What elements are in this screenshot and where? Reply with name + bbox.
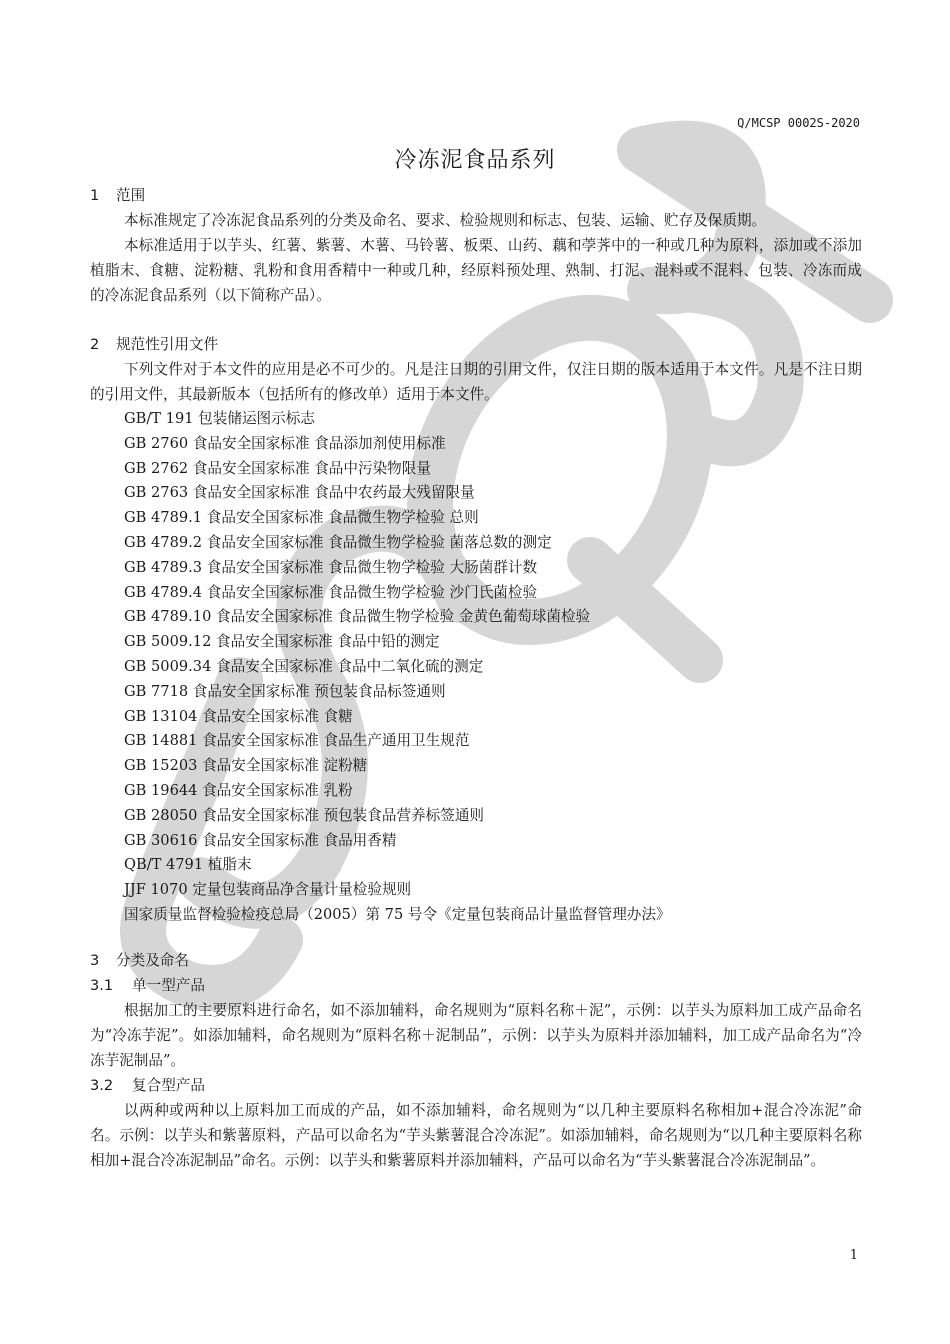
reference-item: GB 5009.12 食品安全国家标准 食品中铅的测定 bbox=[124, 633, 440, 651]
reference-list bbox=[90, 407, 862, 928]
subsection-3-1-heading bbox=[90, 973, 862, 998]
subsection-3-2-text: 以两种或两种以上原料加工而成的产品，如不添加辅料，命名规则为“以几种主要原料名称相加+混合冷冻泥”命名。示例：以芋头和紫薯原料，产品可以命名为“芋头紫薯混合冷冻泥”。如添加辅料，命名规则为“以几种主要原料名称相加+混合冷冻泥制品”命名。示例：以芋头和紫薯原料并添加辅料，产品可以命名为“芋头紫薯混合冷冻泥制品”。 bbox=[90, 1101, 862, 1169]
reference-item: GB 13104 食品安全国家标准 食糖 bbox=[124, 707, 353, 725]
reference-item: GB 2760 食品安全国家标准 食品添加剂使用标准 bbox=[124, 434, 446, 452]
subsection-number: 3.1 bbox=[90, 976, 114, 994]
reference-item: GB 2762 食品安全国家标准 食品中污染物限量 bbox=[124, 459, 431, 477]
section-number: 3 bbox=[90, 951, 100, 969]
reference-item: GB 4789.1 食品安全国家标准 食品微生物学检验 总则 bbox=[124, 509, 479, 527]
reference-item: GB 7718 食品安全国家标准 预包装食品标签通则 bbox=[124, 682, 446, 700]
subsection-3-1-text: 根据加工的主要原料进行命名，如不添加辅料，命名规则为“原料名称＋泥”，示例：以芋头为原料加工成产品命名为“冷冻芋泥”。如添加辅料，命名规则为“原料名称＋泥制品”，示例：以芋头为原料并添加辅料，加工成产品命名为“冷冻芋泥制品”。 bbox=[90, 1001, 862, 1069]
reference-item: GB 15203 食品安全国家标准 淀粉糖 bbox=[124, 757, 368, 775]
reference-item: GB 4789.2 食品安全国家标准 食品微生物学检验 菌落总数的测定 bbox=[124, 533, 552, 551]
reference-item: GB 19644 食品安全国家标准 乳粉 bbox=[124, 781, 353, 799]
page-title: 冷冻泥食品系列 bbox=[394, 148, 556, 173]
reference-item: GB 4789.4 食品安全国家标准 食品微生物学检验 沙门氏菌检验 bbox=[124, 583, 538, 601]
reference-item: GB 5009.34 食品安全国家标准 食品中二氧化硫的测定 bbox=[124, 657, 484, 675]
section-1-paragraph: 本标准适用于以芋头、红薯、紫薯、木薯、马铃薯、板栗、山药、藕和荸荠中的一种或几种为原料，添加或不添加植脂末、食糖、淀粉糖、乳粉和食用香精中一种或几种，经原料预处理、熟制、打泥、混料或不混料、包装、冷冻而成的冷冻泥食品系列（以下简称产品）。 bbox=[90, 237, 862, 304]
reference-item: GB 30616 食品安全国家标准 食品用香精 bbox=[124, 831, 397, 849]
page-number: 1 bbox=[849, 1248, 858, 1263]
subsection-title: 复合型产品 bbox=[132, 1076, 205, 1094]
section-3-heading bbox=[90, 948, 862, 973]
document-body bbox=[90, 183, 862, 1173]
reference-item: 国家质量监督检验检疫总局（2005）第 75 号令《定量包装商品计量监督管理办法》 bbox=[124, 905, 671, 923]
section-title: 分类及命名 bbox=[116, 951, 189, 969]
section-title: 范围 bbox=[116, 187, 146, 204]
section-title: 规范性引用文件 bbox=[116, 336, 219, 353]
subsection-3-2-heading bbox=[90, 1073, 862, 1098]
reference-item: QB/T 4791 植脂末 bbox=[124, 856, 252, 874]
section-number: 2 bbox=[90, 336, 100, 353]
subsection-title: 单一型产品 bbox=[132, 976, 205, 994]
reference-item: GB 4789.3 食品安全国家标准 食品微生物学检验 大肠菌群计数 bbox=[124, 558, 538, 576]
subsection-number: 3.2 bbox=[90, 1076, 114, 1094]
section-2-heading bbox=[90, 332, 862, 357]
reference-item: JJF 1070 定量包装商品净含量计量检验规则 bbox=[124, 881, 412, 899]
standard-code: Q/MCSP 0002S-2020 bbox=[737, 116, 860, 130]
section-1-heading bbox=[90, 183, 862, 208]
section-1-paragraph: 本标准规定了冷冻泥食品系列的分类及命名、要求、检验规则和标志、包装、运输、贮存及保质期。 bbox=[124, 212, 767, 229]
reference-item: GB 28050 食品安全国家标准 预包装食品营养标签通则 bbox=[124, 806, 485, 824]
reference-item: GB 4789.10 食品安全国家标准 食品微生物学检验 金黄色葡萄球菌检验 bbox=[124, 608, 591, 626]
section-2-intro: 下列文件对于本文件的应用是必不可少的。凡是注日期的引用文件，仅注日期的版本适用于本文件。凡是不注日期的引用文件，其最新版本（包括所有的修改单）适用于本文件。 bbox=[90, 361, 862, 403]
reference-item: GB 2763 食品安全国家标准 食品中农药最大残留限量 bbox=[124, 484, 475, 502]
reference-item: GB/T 191 包装储运图示标志 bbox=[124, 410, 315, 427]
section-number: 1 bbox=[90, 187, 100, 204]
reference-item: GB 14881 食品安全国家标准 食品生产通用卫生规范 bbox=[124, 732, 470, 750]
